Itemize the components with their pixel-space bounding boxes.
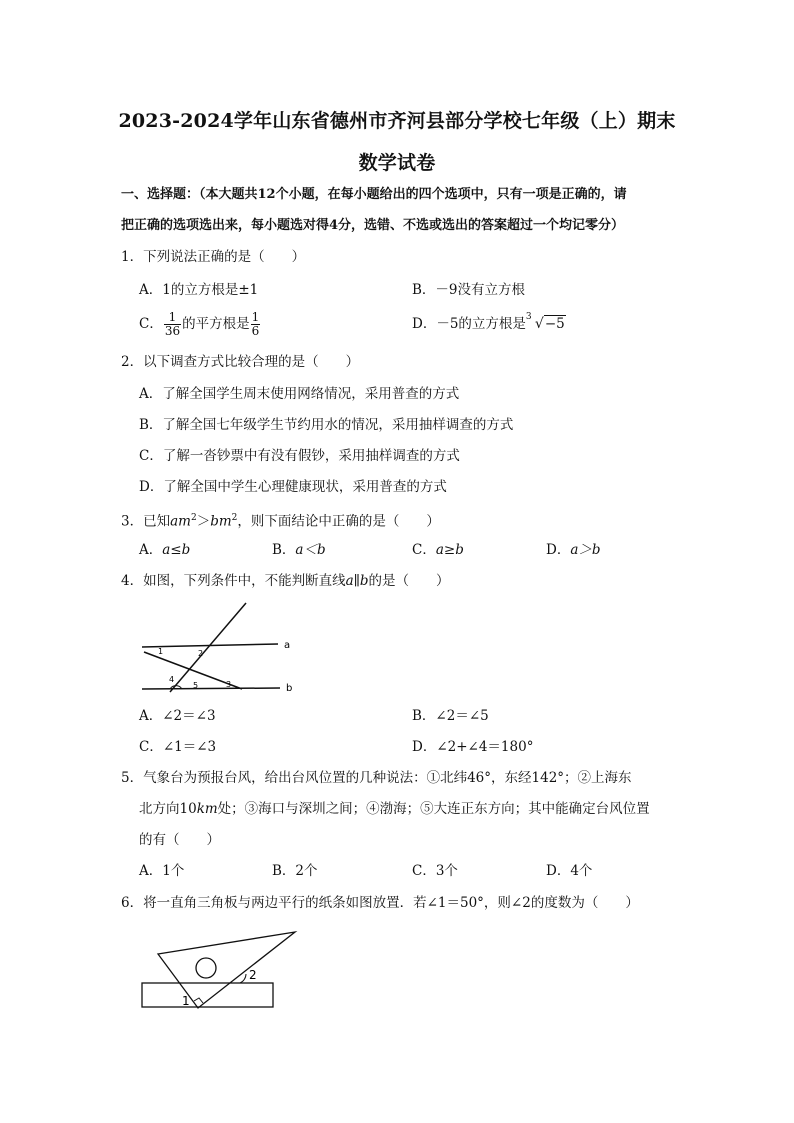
q3-stem-prefix: 3．已知 xyxy=(121,513,171,530)
q4-stem-prefix: 4．如图，下列条件中，不能判断直线 xyxy=(121,573,346,589)
q3-c-expr: a≥b xyxy=(435,542,464,558)
radical-sign-icon: √ xyxy=(534,316,544,332)
q1-option-b: B．－9没有立方根 xyxy=(412,282,526,298)
q3-d-prefix: D． xyxy=(546,542,571,558)
q1-option-c-prefix: C． xyxy=(139,316,163,332)
q5-line2-prefix: 北方向10 xyxy=(139,801,197,817)
q2-option-d: D．了解全国中学生心理健康现状，采用普查的方式 xyxy=(139,479,447,495)
q3-stem-suffix: ，则下面结论中正确的是（ ） xyxy=(237,513,440,530)
q4-line-b xyxy=(142,688,280,689)
q5-option-d: D．4个 xyxy=(546,863,593,879)
q6-label-angle2: 2 xyxy=(249,968,257,982)
q1-d-root-index: 3 xyxy=(525,312,532,322)
q4-stem-suffix: 的是（ ） xyxy=(368,573,450,589)
q3-c-prefix: C． xyxy=(412,542,436,558)
q4-transversal-1 xyxy=(170,603,246,692)
q3-b-prefix: B． xyxy=(272,542,296,558)
q3-expr1: am xyxy=(170,513,191,530)
q6-ruler-hole-icon xyxy=(196,958,216,978)
q4-label-angle1: 1 xyxy=(158,647,164,656)
q4-option-d: D．∠2+∠4＝180° xyxy=(412,739,534,755)
q1-c-frac1-den: 36 xyxy=(164,324,181,338)
q3-d-expr: a＞b xyxy=(570,542,601,558)
q4-label-b: b xyxy=(286,683,293,694)
q4-stem-expr: a∥b xyxy=(345,573,369,589)
q3-a-prefix: A． xyxy=(139,542,163,558)
q4-option-b: B．∠2＝∠5 xyxy=(412,708,489,724)
q6-figure xyxy=(138,926,304,1014)
q1-option-d-cube-root xyxy=(525,312,566,333)
q4-stem xyxy=(121,572,450,590)
q5-line2-unit: km xyxy=(196,801,218,817)
q5-line2-suffix: 处；③海口与深圳之间；④渤海；⑤大连正东方向；其中能确定台风位置 xyxy=(217,801,650,817)
exam-title-line1: 2023-2024学年山东省德州市齐河县部分学校七年级（上）期末 xyxy=(118,110,676,132)
q3-b-expr: a＜b xyxy=(295,542,326,558)
q3-gt: ＞ xyxy=(196,513,211,530)
q2-option-c: C．了解一沓钞票中有没有假钞，采用抽样调查的方式 xyxy=(139,448,460,464)
q4-label-angle3: 3 xyxy=(226,680,232,689)
q6-triangle-ruler xyxy=(158,932,295,1008)
q6-stem: 6．将一直角三角板与两边平行的纸条如图放置．若∠1＝50°，则∠2的度数为（ ） xyxy=(121,895,639,911)
q3-sup2: 2 xyxy=(231,513,238,523)
q5-line3: 的有（ ） xyxy=(139,832,220,848)
q1-option-d-prefix: D．－5的立方根是 xyxy=(412,316,526,332)
section1-heading-line2: 把正确的选项选出来，每小题选对得4分，选错、不选或选出的答案超过一个均记零分） xyxy=(121,218,625,233)
q3-option-a xyxy=(139,541,190,559)
q5-option-b: B．2个 xyxy=(272,863,318,879)
exam-title-line2: 数学试卷 xyxy=(358,152,436,174)
q5-line1: 5．气象台为预报台风，给出台风位置的几种说法：①北纬46°，东经142°；②上海东 xyxy=(121,770,632,786)
q4-option-a: A．∠2＝∠3 xyxy=(139,708,216,724)
q4-option-c: C．∠1＝∠3 xyxy=(139,739,217,755)
q3-sup1: 2 xyxy=(190,513,197,523)
q1-option-c xyxy=(139,310,261,338)
q4-figure xyxy=(136,600,306,696)
q4-label-a: a xyxy=(284,640,291,651)
q1-option-a: A．1的立方根是±1 xyxy=(139,282,259,298)
q5-line2 xyxy=(139,800,650,818)
q3-option-c xyxy=(412,541,464,559)
q5-option-c: C．3个 xyxy=(412,863,458,879)
q1-option-d xyxy=(412,312,566,333)
q2-option-a: A．了解全国学生周末使用网络情况，采用普查的方式 xyxy=(139,386,460,402)
q2-stem: 2．以下调查方式比较合理的是（ ） xyxy=(121,354,360,370)
q5-option-a: A．1个 xyxy=(139,863,185,879)
q1-stem: 1．下列说法正确的是（ ） xyxy=(121,249,306,265)
q6-angle2-arc xyxy=(240,974,246,983)
q1-option-c-fraction2 xyxy=(251,311,261,338)
q1-c-frac2-den: 6 xyxy=(251,324,260,338)
q3-option-b xyxy=(272,541,326,559)
q6-right-angle-mark xyxy=(194,998,203,1003)
q4-label-angle2: 2 xyxy=(198,649,204,658)
q4-label-angle4: 4 xyxy=(169,675,175,684)
q2-option-b: B．了解全国七年级学生节约用水的情况，采用抽样调查的方式 xyxy=(139,417,514,433)
q3-option-d xyxy=(546,541,601,559)
q1-option-c-mid: 的平方根是 xyxy=(182,316,250,332)
q1-c-frac2-num: 1 xyxy=(251,310,260,324)
q6-paper-strip xyxy=(142,983,273,1007)
q1-d-root-radicand: −5 xyxy=(544,316,565,332)
q4-label-angle5: 5 xyxy=(193,681,199,690)
q1-c-frac1-num: 1 xyxy=(164,311,181,325)
q1-option-c-fraction1 xyxy=(164,311,181,338)
q3-a-expr: a≤b xyxy=(162,542,191,558)
q3-stem xyxy=(121,509,440,531)
section1-heading-line1: 一、选择题：（本大题共12个小题，在每小题给出的四个选项中，只有一项是正确的，请 xyxy=(121,187,627,202)
q3-expr2: bm xyxy=(210,513,232,530)
q6-label-angle1: 1 xyxy=(182,994,190,1008)
